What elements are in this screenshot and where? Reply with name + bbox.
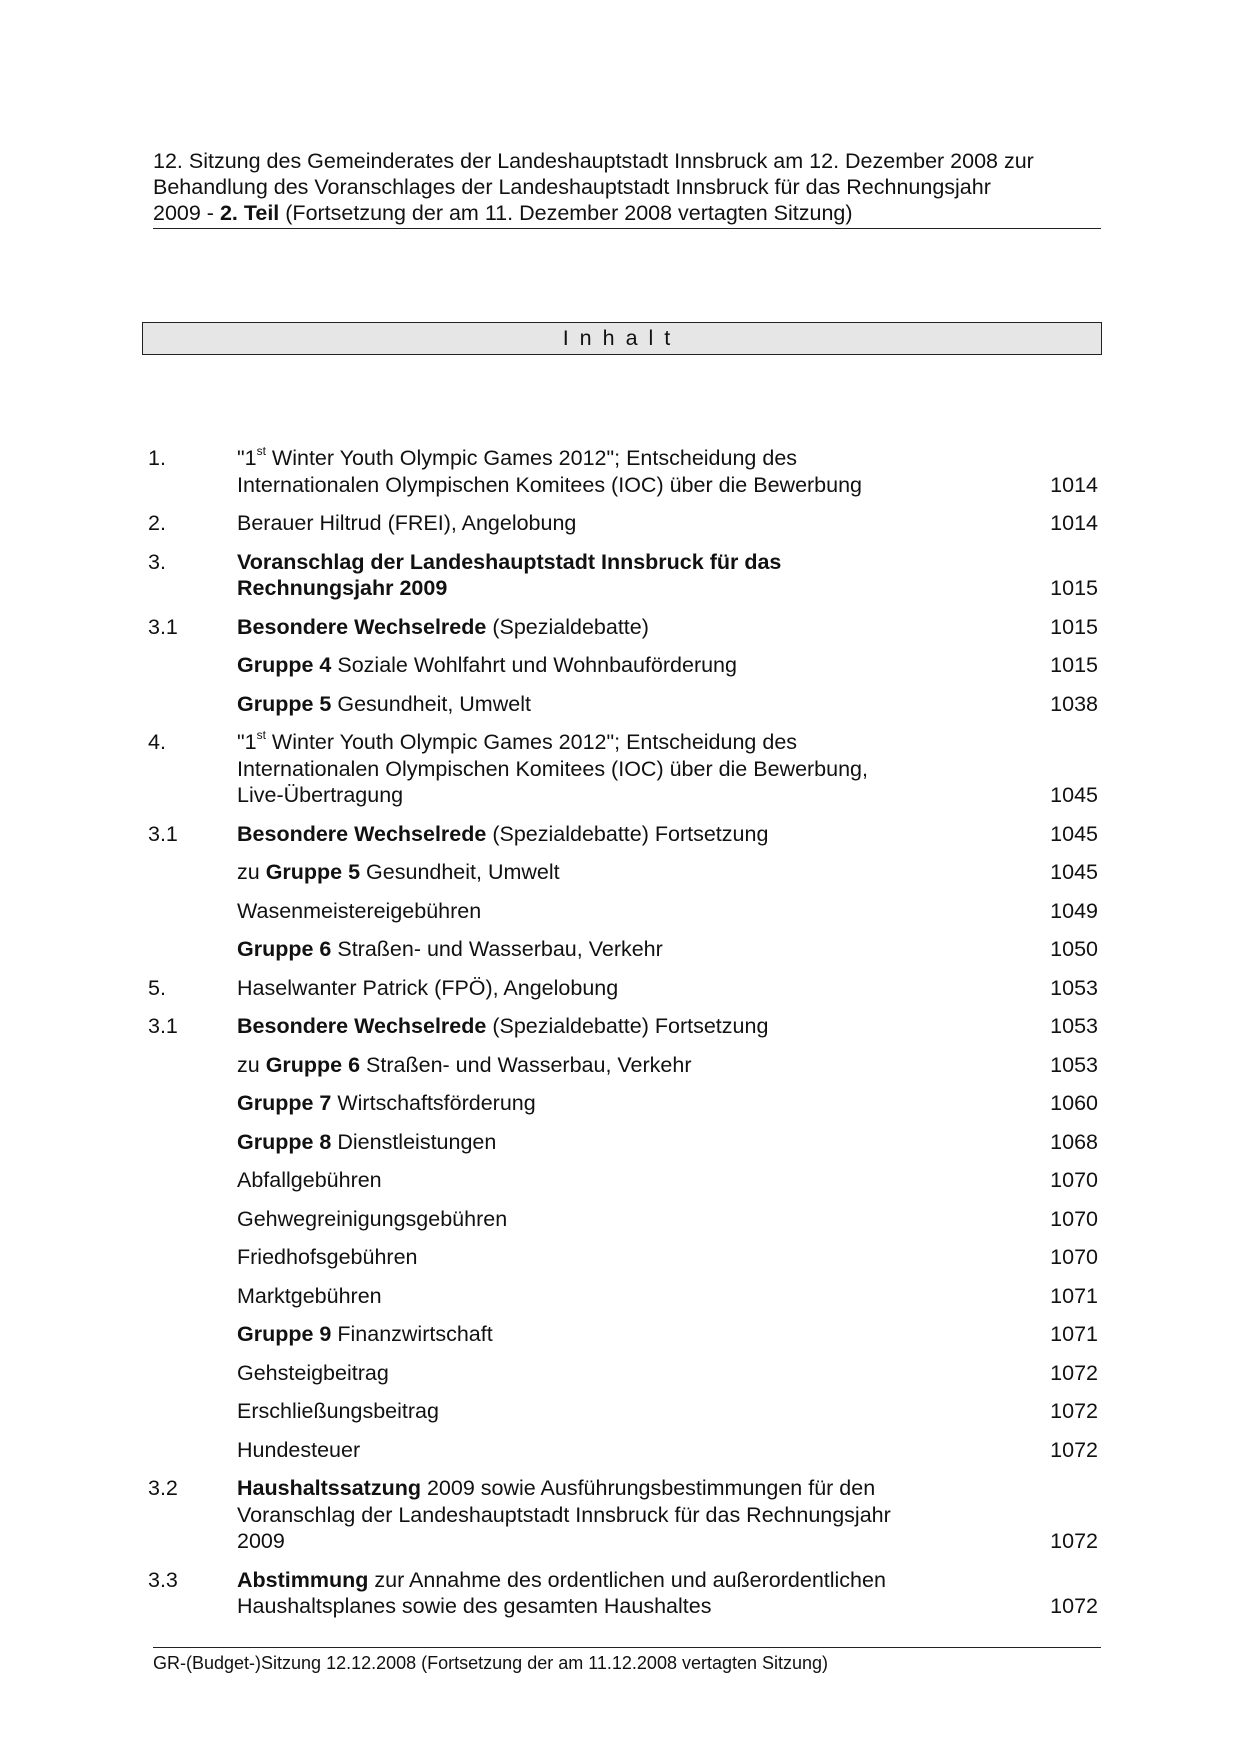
toc-title: [237, 1206, 957, 1233]
toc-title: [237, 1052, 957, 1079]
toc-title-line: 2009: [237, 1529, 285, 1553]
toc-number: 4.: [148, 730, 166, 754]
toc-entry: [148, 1013, 1098, 1040]
toc-title: [237, 1437, 957, 1464]
toc-title-line: Haushaltsplanes sowie des gesamten Haushaltes: [237, 1594, 712, 1618]
header-line-3: [153, 200, 1101, 226]
toc-entry: [148, 936, 1098, 963]
toc-entry: [148, 1360, 1098, 1387]
toc-title: [237, 1321, 957, 1348]
toc-number: 3.3: [148, 1567, 178, 1592]
toc-title-bold: Rechnungsjahr 2009: [237, 576, 448, 600]
toc-title-text: Gesundheit, Umwelt: [360, 860, 560, 884]
toc-title-prefix: zu: [237, 860, 266, 884]
toc-title: [237, 445, 957, 498]
toc-page-number: 1038: [1050, 691, 1098, 716]
toc-page-number: 1015: [1050, 653, 1098, 677]
header-line-3-post: (Fortsetzung der am 11. Dezember 2008 vertagten Sitzung): [279, 201, 853, 225]
header-line-3-pre: 2009 -: [153, 201, 220, 225]
toc-entry: [148, 975, 1098, 1002]
toc-title-text: Straßen- und Wasserbau, Verkehr: [331, 937, 663, 961]
toc-entry: [148, 1398, 1098, 1425]
toc-number: [148, 898, 237, 925]
toc-entry: [148, 1244, 1098, 1271]
toc-title-text: Berauer Hiltrud (FREI), Angelobung: [237, 511, 577, 535]
toc-entry: [148, 1475, 1098, 1555]
toc-number: 2.: [148, 511, 166, 535]
toc-title-prefix: zu: [237, 1052, 266, 1077]
toc-entry: [148, 691, 1098, 718]
toc-title-bold: Gruppe 6: [265, 1052, 361, 1077]
toc-entry: [148, 729, 1098, 809]
toc-title-text: 2009 sowie Ausführungsbestimmungen für den: [420, 1476, 876, 1500]
toc-title-text: Erschließungsbeitrag: [237, 1399, 439, 1423]
toc-title-text: Gehwegreinigungsgebühren: [237, 1206, 508, 1231]
contents-heading: Inhalt: [562, 326, 682, 350]
toc-title-text: zur Annahme des ordentlichen und außerordentlichen: [368, 1567, 886, 1592]
toc-number: 3.1: [148, 614, 178, 639]
toc-entry: [148, 1052, 1098, 1079]
toc-title-text: "1: [237, 730, 257, 754]
superscript: st: [256, 727, 266, 742]
toc-page-number: 1071: [1050, 1322, 1098, 1346]
toc-title-bold: Abstimmung: [237, 1567, 369, 1592]
toc-entry: [148, 445, 1098, 498]
toc-title-bold: Gruppe 9: [237, 1322, 332, 1346]
toc-title: [237, 510, 957, 537]
toc-title: [237, 691, 957, 718]
toc-title-text: "1: [237, 446, 257, 470]
toc-title: [237, 936, 957, 963]
toc-page-number: 1053: [1050, 1052, 1098, 1077]
toc-title-text: Winter Youth Olympic Games 2012"; Entscheidung des: [265, 730, 798, 754]
toc-page-number: 1072: [1050, 1399, 1098, 1423]
toc-title-bold: Besondere Wechselrede: [237, 821, 487, 846]
toc-title: [237, 1167, 957, 1194]
toc-page-number: 1053: [1050, 1014, 1098, 1038]
toc-number: [148, 1398, 237, 1425]
toc-page-number: 1068: [1050, 1129, 1098, 1154]
toc-number: 3.1: [148, 821, 178, 846]
toc-page-number: 1014: [1050, 472, 1098, 497]
toc-title-bold: Besondere Wechselrede: [237, 614, 487, 639]
toc-page-number: 1072: [1050, 1437, 1098, 1462]
toc-entry: [148, 859, 1098, 886]
toc-title: [237, 859, 957, 886]
toc-title-text: (Spezialdebatte) Fortsetzung: [486, 821, 769, 846]
toc-title-bold: Gruppe 4: [237, 653, 332, 677]
toc-number: [148, 1437, 237, 1464]
toc-number: 1.: [148, 446, 166, 470]
toc-title-text: (Spezialdebatte): [486, 614, 649, 639]
toc-page-number: 1014: [1050, 511, 1098, 535]
toc-title: [237, 1090, 957, 1117]
toc-title: [237, 975, 957, 1002]
toc-page-number: 1049: [1050, 898, 1098, 923]
toc-number: [148, 936, 237, 963]
toc-title-text: Winter Youth Olympic Games 2012"; Entscheidung des: [265, 446, 798, 470]
toc-number: [148, 691, 237, 718]
toc-page-number: 1070: [1050, 1206, 1098, 1231]
toc-number: 3.: [148, 549, 166, 574]
header-part-label: 2. Teil: [219, 201, 280, 225]
toc-number: 5.: [148, 975, 166, 1000]
footer-text: GR-(Budget-)Sitzung 12.12.2008 (Fortsetzung der am 11.12.2008 vertagten Sitzung): [153, 1653, 829, 1673]
toc-title-text: Friedhofsgebühren: [237, 1245, 418, 1269]
toc-title: [237, 652, 957, 679]
toc-number: [148, 1283, 237, 1310]
toc-title-text: Hundesteuer: [237, 1437, 361, 1462]
toc-entry: [148, 1437, 1098, 1464]
toc-title: [237, 898, 957, 925]
toc-number: [148, 1129, 237, 1156]
toc-title-bold: Gruppe 6: [237, 937, 332, 961]
toc-title-text: Soziale Wohlfahrt und Wohnbauförderung: [331, 653, 737, 677]
toc-page-number: 1070: [1050, 1168, 1098, 1192]
toc-title: [237, 821, 957, 848]
toc-entry: [148, 1206, 1098, 1233]
toc-title: [237, 1360, 957, 1387]
toc-title: [237, 614, 957, 641]
toc-entry: [148, 1167, 1098, 1194]
toc-title-line: Voranschlag der Landeshauptstadt Innsbruck für das Rechnungsjahr: [237, 1502, 891, 1527]
header-line-2: Behandlung des Voranschlages der Landeshauptstadt Innsbruck für das Rechnungsjahr: [153, 175, 991, 199]
toc-page-number: 1045: [1050, 821, 1098, 846]
toc-entry: [148, 549, 1098, 602]
toc-title-bold: Besondere Wechselrede: [237, 1014, 487, 1038]
toc-title-bold: Voranschlag der Landeshauptstadt Innsbruck für das: [237, 549, 782, 574]
superscript: st: [256, 443, 266, 458]
toc-number: [148, 652, 237, 679]
toc-entry: [148, 1129, 1098, 1156]
toc-title: [237, 1244, 957, 1271]
toc-number: [148, 1206, 237, 1233]
toc-entry: [148, 821, 1098, 848]
toc-page-number: 1045: [1050, 860, 1098, 884]
toc-title-text: Finanzwirtschaft: [331, 1322, 493, 1346]
toc-entry: [148, 1567, 1098, 1620]
table-of-contents: [148, 445, 1098, 1632]
toc-number: [148, 1090, 237, 1117]
toc-number: 3.2: [148, 1476, 178, 1500]
toc-title-text: Wasenmeistereigebühren: [237, 898, 482, 923]
toc-title: [237, 549, 957, 602]
toc-entry: [148, 614, 1098, 641]
toc-title-bold: Gruppe 5: [237, 691, 332, 716]
toc-title: [237, 1283, 957, 1310]
toc-page-number: 1060: [1050, 1091, 1098, 1115]
toc-title-text: Gehsteigbeitrag: [237, 1360, 389, 1385]
toc-title: [237, 1013, 957, 1040]
toc-title: [237, 1475, 957, 1555]
toc-number: [148, 1167, 237, 1194]
toc-entry: [148, 652, 1098, 679]
toc-page-number: 1072: [1050, 1360, 1098, 1385]
toc-number: [148, 1321, 237, 1348]
toc-entry: [148, 1283, 1098, 1310]
toc-title: [237, 1398, 957, 1425]
toc-title: [237, 1567, 957, 1620]
page-footer: [153, 1647, 1101, 1674]
toc-entry: [148, 1321, 1098, 1348]
toc-title-bold: Haushaltssatzung: [237, 1476, 421, 1500]
toc-page-number: 1015: [1050, 576, 1098, 600]
toc-title-bold: Gruppe 5: [265, 860, 361, 884]
contents-heading-box: [142, 322, 1102, 355]
toc-title-bold: Gruppe 7: [237, 1091, 332, 1115]
toc-page-number: 1072: [1050, 1594, 1098, 1618]
toc-title-text: Haselwanter Patrick (FPÖ), Angelobung: [237, 975, 619, 1000]
toc-page-number: 1072: [1050, 1529, 1098, 1553]
toc-number: [148, 1360, 237, 1387]
toc-title-text: Dienstleistungen: [331, 1129, 497, 1154]
toc-number: 3.1: [148, 1014, 178, 1038]
toc-number: [148, 1244, 237, 1271]
toc-title-text: Gesundheit, Umwelt: [331, 691, 531, 716]
toc-title-line: Live-Übertragung: [237, 783, 404, 807]
toc-title-bold: Gruppe 8: [237, 1129, 332, 1154]
toc-entry: [148, 510, 1098, 537]
toc-page-number: 1015: [1050, 614, 1098, 639]
header-line-1: 12. Sitzung des Gemeinderates der Landeshauptstadt Innsbruck am 12. Dezember 2008 zur: [153, 149, 1034, 173]
toc-entry: [148, 898, 1098, 925]
toc-page-number: 1070: [1050, 1245, 1098, 1269]
toc-page-number: 1053: [1050, 975, 1098, 1000]
toc-title-text: Abfallgebühren: [237, 1168, 382, 1192]
toc-number: [148, 859, 237, 886]
toc-page-number: 1071: [1050, 1283, 1098, 1308]
toc-page-number: 1045: [1050, 783, 1098, 807]
toc-title: [237, 1129, 957, 1156]
toc-title-line: Internationalen Olympischen Komitees (IOC) über die Bewerbung: [237, 472, 863, 497]
toc-title-text: Marktgebühren: [237, 1283, 382, 1308]
toc-page-number: 1050: [1050, 937, 1098, 961]
toc-title: [237, 729, 957, 809]
toc-title-text: Wirtschaftsförderung: [331, 1091, 536, 1115]
toc-title-text: Straßen- und Wasserbau, Verkehr: [360, 1052, 692, 1077]
toc-entry: [148, 1090, 1098, 1117]
toc-number: [148, 1052, 237, 1079]
toc-title-line: Internationalen Olympischen Komitees (IOC) über die Bewerbung,: [237, 756, 868, 781]
toc-title-text: (Spezialdebatte) Fortsetzung: [486, 1014, 769, 1038]
document-header: [153, 148, 1101, 229]
